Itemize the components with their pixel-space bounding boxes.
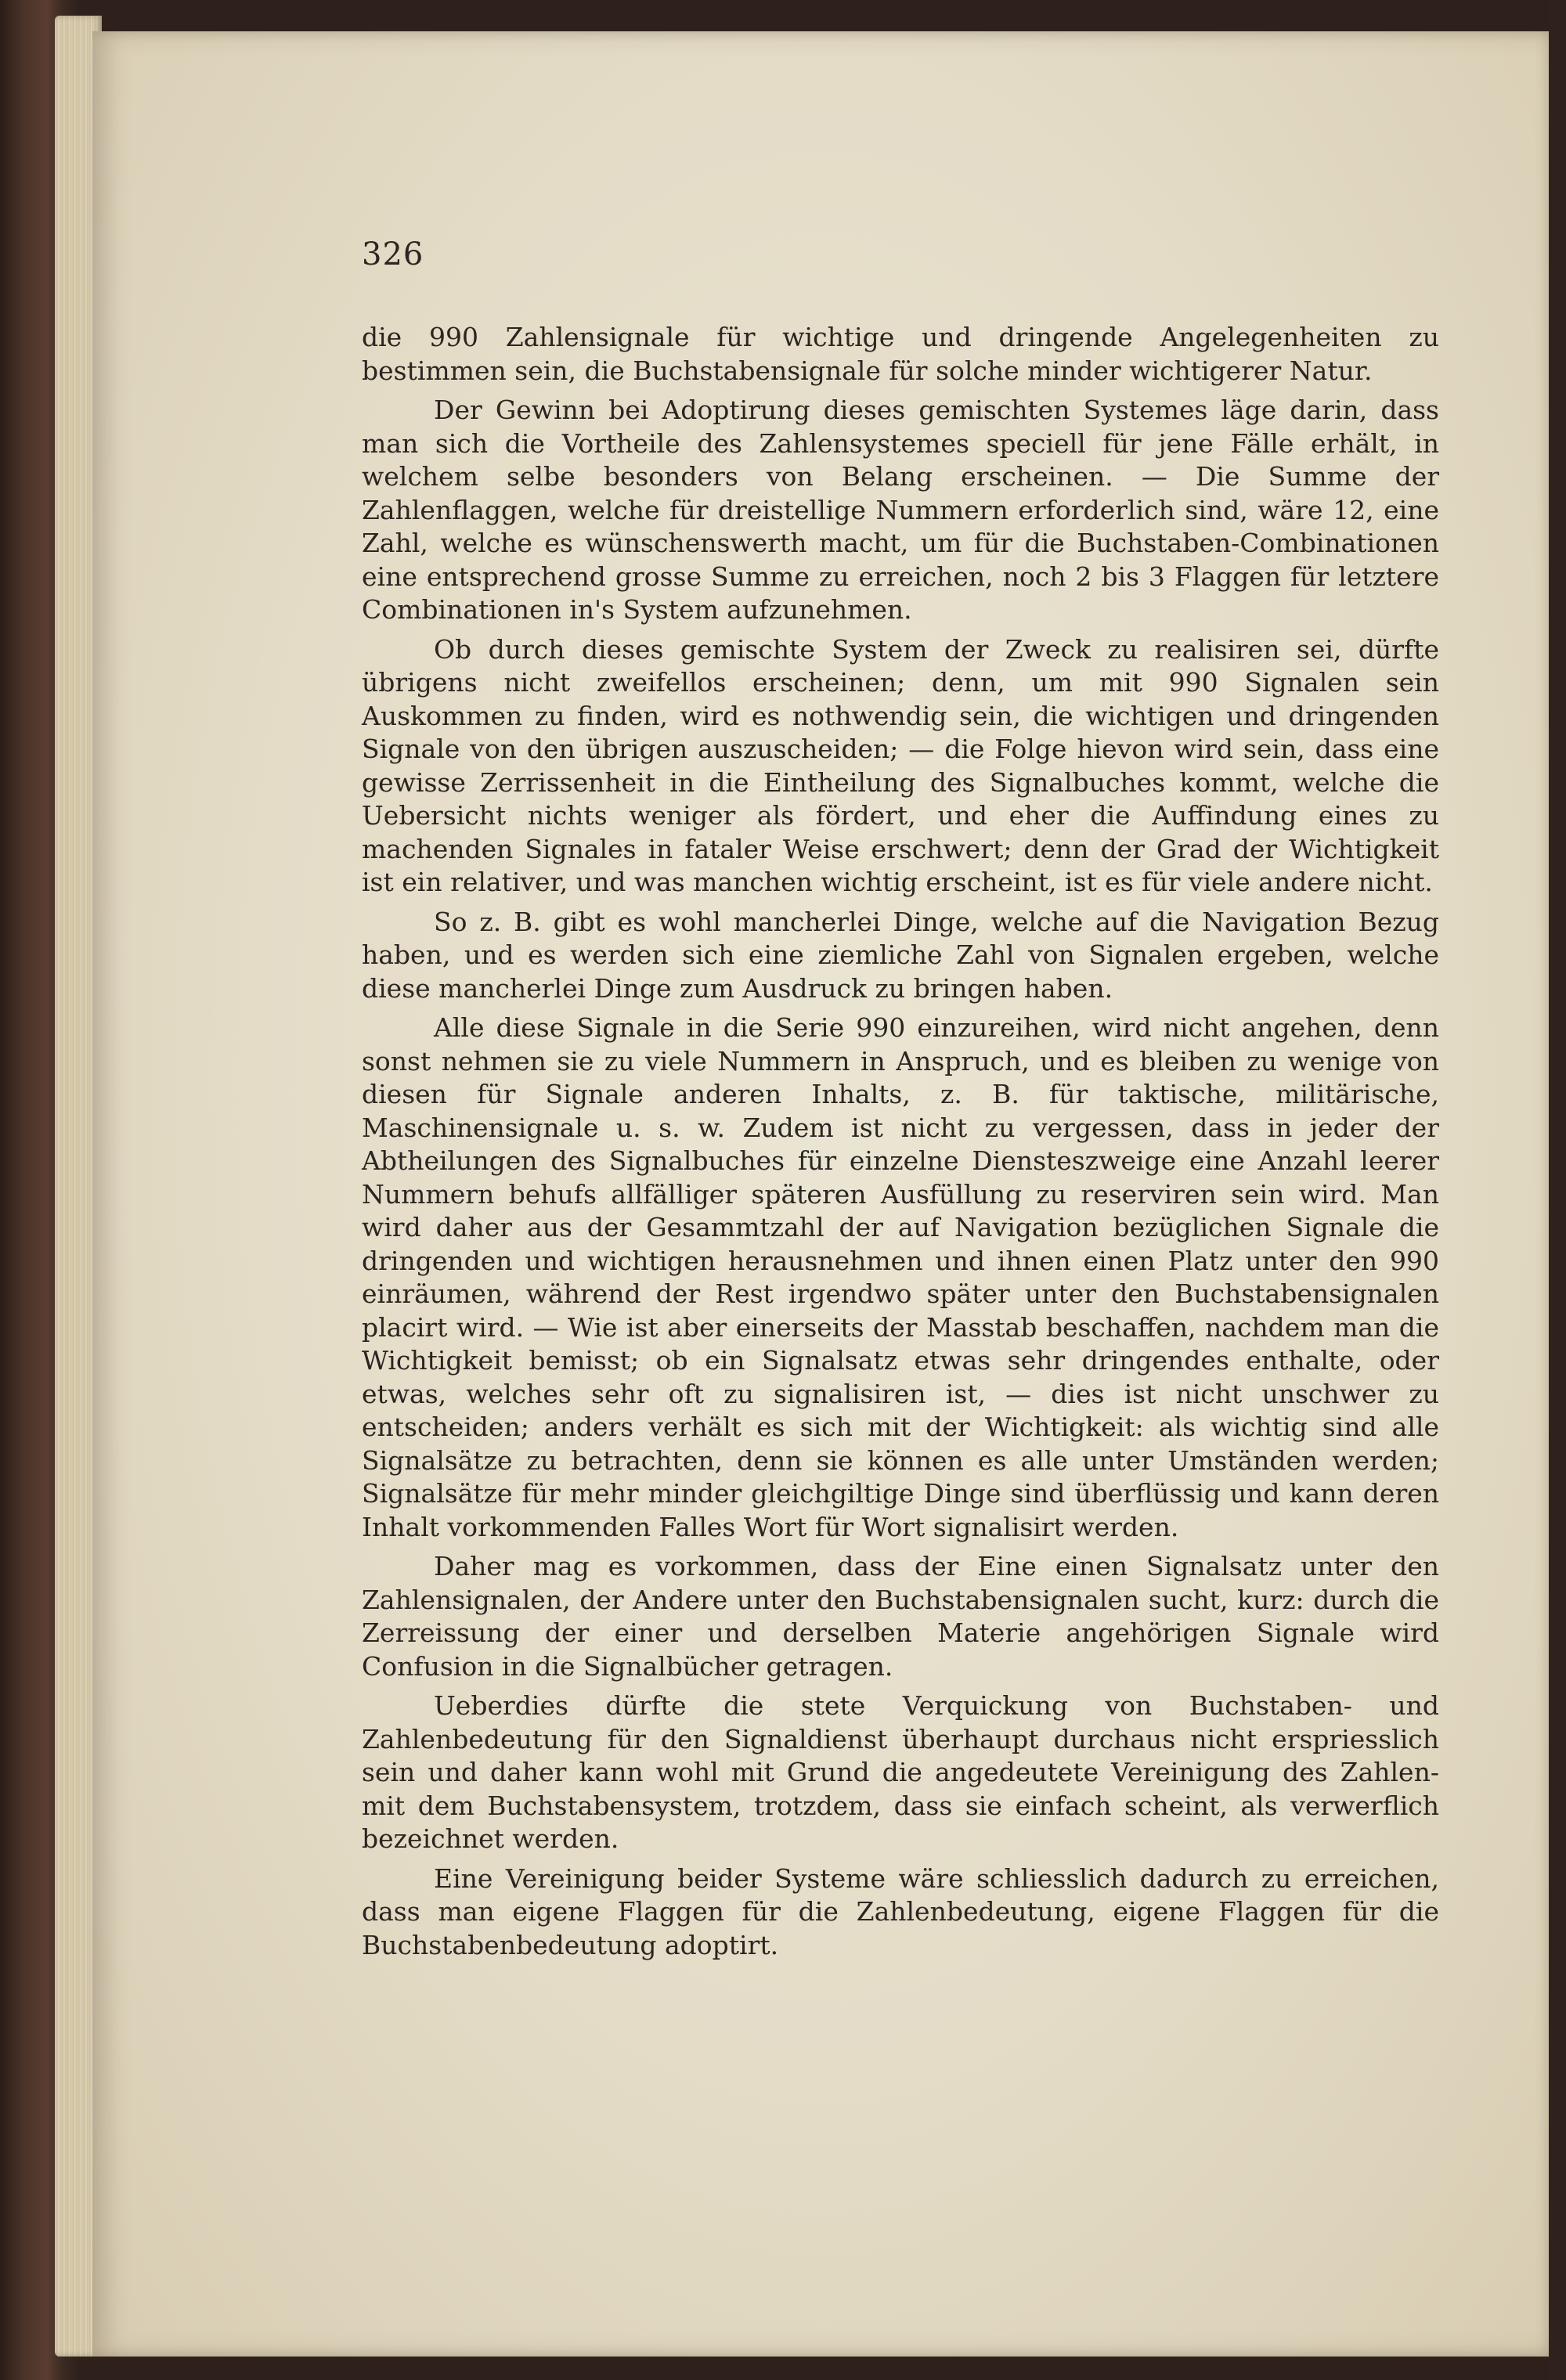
paragraph-8: Eine Vereinigung beider Systeme wäre schliesslich dadurch zu erreichen, dass man eigene Flaggen für die Zahlenbedeutung, eigene Flaggen für die Buchstabenbedeutung adoptirt.	[362, 1863, 1439, 1960]
paragraph-6: Daher mag es vorkommen, dass der Eine einen Signalsatz unter den Zahlensignalen, der Andere unter den Buchstabensignalen sucht, kurz: durch die Zerreissung der einer und derselben Materie angehörigen Signale wird Confusion in die Signalbücher getragen.	[362, 1551, 1439, 1682]
paragraph-3: Ob durch dieses gemischte System der Zweck zu realisiren sei, dürfte übrigens nicht zweifellos erscheinen; denn, um mit 990 Signalen sein Auskommen zu finden, wird es nothwendig sein, die wichtigen und dringenden Signale von den übrigen auszuscheiden; — die Folge hievon wird sein, dass eine gewisse Zerrissenheit in die Eintheilung des Signalbuches kommt, welche die Uebersicht nichts weniger als fördert, und eher die Auffindung eines zu machenden Signales in fataler Weise erschwert; denn der Grad der Wichtigkeit ist ein relativer, und was manchen wichtig erscheint, ist es für viele andere nicht.	[362, 633, 1439, 897]
paragraph-7: Ueberdies dürfte die stete Verquickung von Buchstaben- und Zahlenbedeutung für den Signaldienst überhaupt durchaus nicht erspriesslich sein und daher kann wohl mit Grund die angedeutete Vereinigung des Zahlen- mit dem Buchstabensystem, trotzdem, dass sie einfach scheint, als verwerflich bezeichnet werden.	[362, 1690, 1439, 1854]
paragraph-4: So z. B. gibt es wohl mancherlei Dinge, welche auf die Navigation Bezug haben, und es werden sich eine ziemliche Zahl von Signalen ergeben, welche diese mancherlei Dinge zum Ausdruck zu bringen haben.	[362, 906, 1439, 1004]
scan-border	[1549, 0, 1566, 2380]
paragraph-1: die 990 Zahlensignale für wichtige und dringende Angelegenheiten zu bestimmen sein, die Buchstabensignale für solche minder wichtigerer Natur.	[362, 322, 1439, 386]
paragraph-5: Alle diese Signale in die Serie 990 einzureihen, wird nicht angehen, denn sonst nehmen sie zu viele Nummern in Anspruch, und es bleiben zu wenige von diesen für Signale anderen Inhalts, z. B. für taktische, militärische, Maschinensignale u. s. w. Zudem ist nicht zu vergessen, dass in jeder der Abtheilungen des Signalbuches für einzelne Diensteszweige eine Anzahl leerer Nummern behufs allfälliger späteren Ausfüllung zu reserviren sein wird. Man wird daher aus der Gesammtzahl der auf Navigation bezüglichen Signale die dringenden und wichtigen herausnehmen und ihnen einen Platz unter den 990 einräumen, während der Rest irgendwo später unter den Buchstabensignalen placirt wird. — Wie ist aber einerseits der Masstab beschaffen, nachdem man die Wichtigkeit bemisst; ob ein Signalsatz etwas sehr dringendes enthalte, oder etwas, welches sehr oft zu signalisiren ist, — dies ist nicht unschwer zu entscheiden; anders verhält es sich mit der Wichtigkeit: als wichtig sind alle Signalsätze zu betrachten, denn sie können es alle unter Umständen werden; Signalsätze für mehr minder gleichgiltige Dinge sind überflüssig und kann deren Inhalt vorkommenden Falles Wort für Wort signalisirt werden.	[362, 1012, 1439, 1542]
paragraph-2: Der Gewinn bei Adoptirung dieses gemischten Systemes läge darin, dass man sich die Vortheile des Zahlensystemes speciell für jene Fälle erhält, in welchem selbe besonders von Belang erscheinen. — Die Summe der Zahlenflaggen, welche für dreistellige Nummern erforderlich sind, wäre 12, eine Zahl, welche es wünschenswerth macht, um für die Buchstaben-Combinationen eine entsprechend grosse Summe zu erreichen, noch 2 bis 3 Flaggen für letztere Combinationen in's System aufzunehmen.	[362, 395, 1439, 625]
body-text	[362, 321, 1439, 1968]
page-number: 326	[362, 236, 424, 272]
